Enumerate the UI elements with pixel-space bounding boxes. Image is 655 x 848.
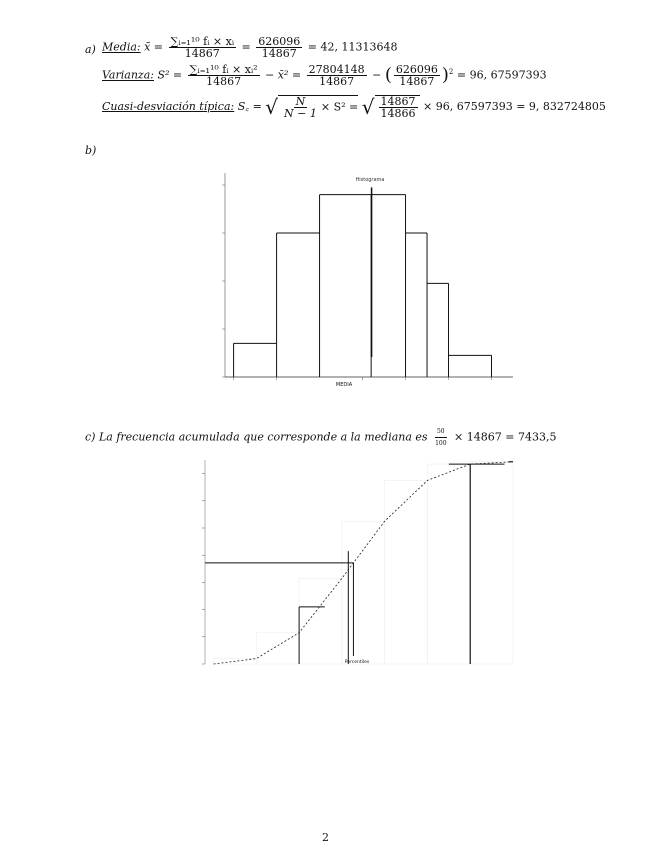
varianza-title: Varianza: [102, 68, 154, 82]
histogram-bar [277, 233, 320, 377]
cuasi-fraction-2: $\frac{14867}{14866}$ [380, 95, 416, 120]
histogram-bar [406, 195, 427, 377]
ogive-chart [195, 452, 525, 677]
ogive-grid-cell [385, 480, 428, 664]
histogram-bar [371, 195, 405, 377]
ogive-grid-cell [256, 633, 299, 664]
media-fraction-2: $\frac{626096}{14867}$ [258, 35, 301, 60]
cuasi-fraction: $\frac{N}{N - 1}$ [284, 95, 317, 120]
section-c-label: c) [85, 430, 96, 444]
section-c-sentence: La frecuencia acumulada que corresponde a la mediana es [98, 430, 428, 444]
varianza-fraction-2: $\frac{27804148}{14867}$ [308, 63, 365, 88]
media-formula: Media: x̄ = $\frac{\text{∑ᵢ₌₁¹⁰ fᵢ × xᵢ}}{14867}$ = $\frac{626096}{14867}$ = 42, 11313648 [102, 35, 398, 60]
histogram-bar [320, 195, 372, 377]
mean-label: MEDIA [335, 382, 353, 388]
varianza-fraction: $\frac{\text{∑ᵢ₌₁¹⁰ fᵢ × xᵢ²}}{14867}$ [189, 63, 258, 88]
cuasi-title: Cuasi-desviación típica: [102, 100, 235, 113]
page-number: 2 [322, 831, 329, 844]
cuasi-formula: Cuasi-desviación típica: S꜀ = √ $\frac{N}{N - 1}$ × S² = √ $\frac{14867}{14866}$ × 96, 67597393 = 9, 832724805 [102, 95, 606, 120]
ogive-grid-cell [427, 464, 470, 664]
histogram-bar [449, 283, 492, 377]
histogram-chart [195, 165, 525, 410]
section-c-result: × 14867 = 7433,5 [454, 430, 557, 444]
cuasi-result: × 96, 67597393 = 9, 832724805 [423, 100, 606, 113]
media-title: Media: [102, 40, 141, 54]
percentiles-label: Percentiles [344, 660, 370, 665]
histogram-bar [427, 233, 448, 377]
section-c-text [85, 426, 556, 449]
section-c-fraction: $\frac{50}{100}$ [435, 428, 447, 447]
varianza-formula: Varianza: S² = $\frac{\text{∑ᵢ₌₁¹⁰ fᵢ × xᵢ²}}{14867}$ − x̄² = $\frac{27804148}{14867}$ − ( $\frac{626096}{14867}$ )$^2$ = 96, 67597393 [102, 63, 547, 88]
section-b-label: b) [85, 144, 97, 157]
histogram-bar [234, 343, 277, 377]
histogram-title: Histograma [355, 177, 385, 183]
section-a-label: a) [85, 43, 96, 56]
ogive-grid-cell [470, 462, 513, 664]
varianza-fraction-3: $\frac{626096}{14867}$ [395, 63, 438, 88]
varianza-result: = 96, 67597393 [456, 68, 547, 82]
media-result: = 42, 11313648 [307, 40, 398, 54]
ogive-grid-cell [299, 578, 342, 664]
media-fraction: $\frac{\text{∑ᵢ₌₁¹⁰ fᵢ × xᵢ}}{14867}$ [170, 35, 235, 60]
